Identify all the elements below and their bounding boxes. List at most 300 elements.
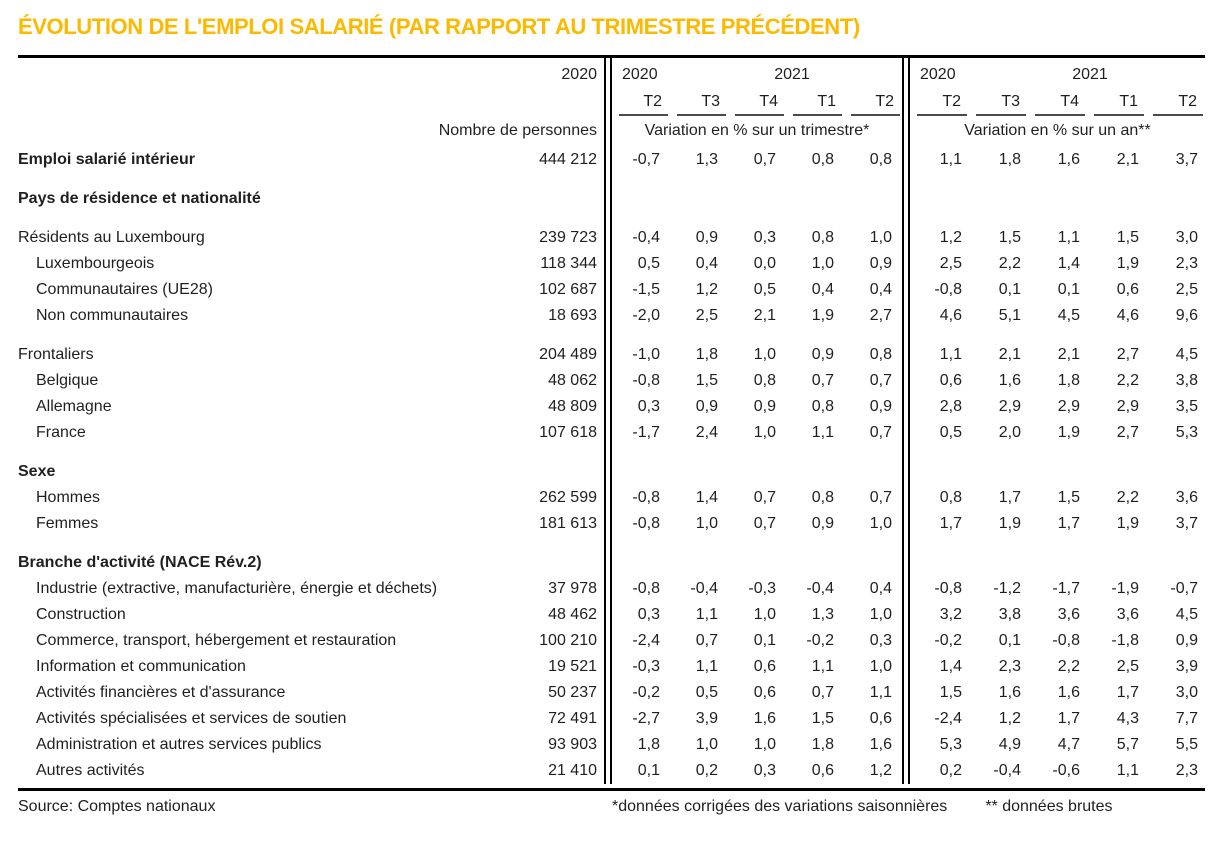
- yoy-value: 1,2: [939, 229, 962, 246]
- qoq-value: [612, 550, 670, 576]
- qoq-value: [786, 329, 844, 342]
- quarter-label: T2: [917, 91, 967, 116]
- table-row: [18, 758, 1205, 784]
- yoy-value: 1,4: [1057, 255, 1080, 272]
- yoy-value: [1146, 459, 1205, 485]
- row-label: Pays de résidence et nationalité: [18, 190, 261, 207]
- yoy-value: 0,2: [939, 762, 962, 779]
- yoy-value: -1,8: [1111, 632, 1139, 649]
- row-label: [18, 173, 468, 186]
- qoq-value: 0,9: [695, 398, 718, 415]
- table-row: [18, 654, 1205, 680]
- qoq-value: [670, 459, 728, 485]
- yoy-value: 2,9: [1057, 398, 1080, 415]
- qoq-value: -2,7: [632, 710, 660, 727]
- vertical-divider: [902, 446, 910, 459]
- vertical-divider: [604, 680, 612, 706]
- qoq-value: 0,3: [869, 632, 892, 649]
- qoq-value: [844, 537, 902, 550]
- qoq-quarter-header: [612, 89, 670, 116]
- yoy-value: 3,8: [998, 606, 1021, 623]
- yoy-value: 3,8: [1175, 372, 1198, 389]
- yoy-value: 1,7: [939, 515, 962, 532]
- quarter-label: T2: [851, 91, 900, 116]
- row-headcount: 50 237: [548, 684, 597, 701]
- row-label: Non communautaires: [36, 307, 189, 324]
- vertical-divider: [604, 446, 612, 459]
- qoq-value: 1,0: [753, 424, 776, 441]
- qoq-value: 0,9: [869, 398, 892, 415]
- seasonal-adjustment-note: *données corrigées des variations saisonnières: [612, 798, 948, 815]
- row-label: Administration et autres services publics: [36, 736, 322, 753]
- qoq-value: 0,6: [811, 762, 834, 779]
- row-headcount: [468, 446, 604, 459]
- qoq-value: 0,9: [753, 398, 776, 415]
- qoq-value: 1,8: [695, 346, 718, 363]
- qoq-value: 0,7: [753, 515, 776, 532]
- row-label: [18, 446, 468, 459]
- row-label: France: [36, 424, 86, 441]
- row-headcount: 48 809: [548, 398, 597, 415]
- qoq-value: 2,1: [753, 307, 776, 324]
- qoq-value: -1,0: [632, 346, 660, 363]
- yoy-value: 0,8: [939, 489, 962, 506]
- vertical-divider: [604, 459, 612, 485]
- qoq-value: 1,8: [811, 736, 834, 753]
- yoy-value: 2,1: [1057, 346, 1080, 363]
- table-row: [18, 706, 1205, 732]
- spacer-row: [18, 446, 1205, 459]
- table-row: [18, 602, 1205, 628]
- spacer-row: [18, 173, 1205, 186]
- row-headcount: 100 210: [539, 632, 597, 649]
- section-row: [18, 459, 1205, 485]
- yoy-value: [1028, 329, 1087, 342]
- row-headcount: 72 491: [548, 710, 597, 727]
- qoq-value: [786, 186, 844, 212]
- yoy-value: -2,4: [934, 710, 962, 727]
- yoy-value: 1,8: [998, 151, 1021, 168]
- yoy-value: 1,9: [1116, 515, 1139, 532]
- qoq-value: [728, 537, 786, 550]
- qoq-value: 1,0: [753, 346, 776, 363]
- yoy-value: 0,1: [998, 632, 1021, 649]
- yoy-value: [910, 212, 969, 225]
- yoy-value: 3,6: [1057, 606, 1080, 623]
- row-headcount: [468, 459, 604, 485]
- yoy-value: [1028, 537, 1087, 550]
- qoq-value: 0,8: [811, 151, 834, 168]
- yoy-value: 4,3: [1116, 710, 1139, 727]
- vertical-divider: [902, 342, 910, 368]
- qoq-value: [844, 329, 902, 342]
- row-label: Commerce, transport, hébergement et restauration: [36, 632, 397, 649]
- table-body: [18, 147, 1205, 784]
- table-footer: [18, 798, 1224, 816]
- qoq-value: 0,7: [753, 151, 776, 168]
- vertical-divider: [902, 706, 910, 732]
- vertical-divider: [902, 654, 910, 680]
- vertical-divider: [604, 58, 612, 89]
- yoy-year-2021: 2021: [1072, 66, 1108, 83]
- qoq-value: -0,4: [632, 229, 660, 246]
- vertical-divider: [604, 368, 612, 394]
- qoq-value: 0,7: [753, 489, 776, 506]
- yoy-value: 3,9: [1175, 658, 1198, 675]
- qoq-value: -2,0: [632, 307, 660, 324]
- row-headcount: 262 599: [539, 489, 597, 506]
- yoy-value: 2,1: [1116, 151, 1139, 168]
- row-label: Belgique: [36, 372, 99, 389]
- table-row: [18, 303, 1205, 329]
- qoq-quarter-header: [786, 89, 844, 116]
- yoy-caption: Variation en % sur un an**: [964, 122, 1151, 139]
- yoy-value: 4,7: [1057, 736, 1080, 753]
- qoq-value: 0,3: [637, 398, 660, 415]
- qoq-year-2021: 2021: [774, 66, 810, 83]
- qoq-value: 1,6: [753, 710, 776, 727]
- vertical-divider: [902, 537, 910, 550]
- qoq-years: [612, 58, 902, 89]
- yoy-value: [1028, 186, 1087, 212]
- yoy-value: 1,5: [998, 229, 1021, 246]
- yoy-value: 1,7: [998, 489, 1021, 506]
- row-headcount: [468, 212, 604, 225]
- qoq-value: 1,1: [695, 606, 718, 623]
- table-row: [18, 576, 1205, 602]
- qoq-value: 1,0: [869, 515, 892, 532]
- vertical-divider: [902, 147, 910, 173]
- yoy-value: [1146, 537, 1205, 550]
- row-label: Information et communication: [36, 658, 246, 675]
- qoq-value: 1,0: [695, 736, 718, 753]
- vertical-divider: [604, 173, 612, 186]
- qoq-value: 1,1: [811, 424, 834, 441]
- qoq-value: 0,4: [869, 580, 892, 597]
- yoy-value: -0,2: [934, 632, 962, 649]
- qoq-value: [786, 173, 844, 186]
- qoq-value: 0,1: [753, 632, 776, 649]
- qoq-value: [670, 173, 728, 186]
- row-label: Activités spécialisées et services de soutien: [36, 710, 347, 727]
- vertical-divider: [604, 394, 612, 420]
- yoy-value: 1,6: [1057, 684, 1080, 701]
- yoy-value: 1,6: [998, 684, 1021, 701]
- yoy-years: [910, 58, 1205, 89]
- yoy-value: 1,1: [1116, 762, 1139, 779]
- yoy-value: 2,2: [998, 255, 1021, 272]
- page-title: ÉVOLUTION DE L'EMPLOI SALARIÉ (PAR RAPPORT AU TRIMESTRE PRÉCÉDENT): [18, 14, 860, 39]
- yoy-value: 1,6: [1057, 151, 1080, 168]
- yoy-value: [1087, 446, 1146, 459]
- row-headcount: 102 687: [539, 281, 597, 298]
- vertical-divider: [604, 732, 612, 758]
- qoq-value: [728, 459, 786, 485]
- vertical-divider: [604, 116, 612, 147]
- row-label: [18, 212, 468, 225]
- qoq-value: 0,8: [811, 489, 834, 506]
- yoy-value: [1087, 459, 1146, 485]
- qoq-value: 0,2: [695, 762, 718, 779]
- row-label: Activités financières et d'assurance: [36, 684, 286, 701]
- vertical-divider: [902, 212, 910, 225]
- vertical-divider: [902, 368, 910, 394]
- yoy-value: 9,6: [1175, 307, 1198, 324]
- row-label: Allemagne: [36, 398, 112, 415]
- vertical-divider: [604, 485, 612, 511]
- qoq-value: 2,5: [695, 307, 718, 324]
- qoq-value: 0,7: [869, 372, 892, 389]
- qoq-value: 0,7: [869, 424, 892, 441]
- spacer-row: [18, 329, 1205, 342]
- qoq-value: 0,9: [695, 229, 718, 246]
- qoq-value: 1,0: [869, 658, 892, 675]
- yoy-value: 2,3: [1175, 255, 1198, 272]
- qoq-value: 0,0: [753, 255, 776, 272]
- vertical-divider: [604, 342, 612, 368]
- qoq-value: 1,5: [811, 710, 834, 727]
- yoy-value: [1087, 329, 1146, 342]
- yoy-value: 2,9: [1116, 398, 1139, 415]
- table-row: [18, 342, 1205, 368]
- yoy-value: 2,3: [998, 658, 1021, 675]
- vertical-divider: [902, 732, 910, 758]
- qoq-value: [844, 459, 902, 485]
- qoq-value: [728, 186, 786, 212]
- table-header-years: [18, 58, 1205, 89]
- yoy-value: 1,1: [939, 151, 962, 168]
- vertical-divider: [604, 654, 612, 680]
- vertical-divider: [902, 628, 910, 654]
- qoq-quarter-header: [728, 89, 786, 116]
- yoy-value: 5,3: [939, 736, 962, 753]
- table-row: [18, 680, 1205, 706]
- vertical-divider: [604, 628, 612, 654]
- row-headcount: [468, 173, 604, 186]
- qoq-value: -2,4: [632, 632, 660, 649]
- yoy-quarter-header: [910, 89, 969, 116]
- yoy-value: 0,9: [1175, 632, 1198, 649]
- yoy-value: 1,5: [939, 684, 962, 701]
- quarter-label: T1: [793, 91, 842, 116]
- yoy-value: -1,9: [1111, 580, 1139, 597]
- qoq-value: [670, 550, 728, 576]
- vertical-divider: [604, 251, 612, 277]
- vertical-divider: [902, 58, 910, 89]
- yoy-quarter-header: [969, 89, 1028, 116]
- col1-label: Nombre de personnes: [438, 122, 597, 139]
- yoy-value: 0,6: [1116, 281, 1139, 298]
- vertical-divider: [604, 511, 612, 537]
- vertical-divider: [902, 329, 910, 342]
- qoq-value: 1,2: [695, 281, 718, 298]
- yoy-value: 3,2: [939, 606, 962, 623]
- qoq-value: 0,4: [695, 255, 718, 272]
- yoy-value: 2,0: [998, 424, 1021, 441]
- vertical-divider: [604, 277, 612, 303]
- qoq-value: [728, 550, 786, 576]
- qoq-value: 0,4: [811, 281, 834, 298]
- vertical-divider: [902, 680, 910, 706]
- quarter-label: T4: [1035, 91, 1085, 116]
- yoy-value: 4,6: [939, 307, 962, 324]
- qoq-value: 0,6: [753, 684, 776, 701]
- table-row: [18, 251, 1205, 277]
- yoy-value: 2,7: [1116, 424, 1139, 441]
- source-note: Source: Comptes nationaux: [18, 798, 216, 815]
- yoy-value: [910, 459, 969, 485]
- yoy-value: 1,8: [1057, 372, 1080, 389]
- qoq-value: [728, 329, 786, 342]
- qoq-value: -0,7: [632, 151, 660, 168]
- row-headcount: 93 903: [548, 736, 597, 753]
- qoq-value: 1,3: [811, 606, 834, 623]
- yoy-value: [1146, 446, 1205, 459]
- qoq-value: [612, 212, 670, 225]
- yoy-value: 5,1: [998, 307, 1021, 324]
- row-label: [18, 329, 468, 342]
- qoq-value: 0,9: [869, 255, 892, 272]
- yoy-value: [1146, 173, 1205, 186]
- yoy-value: 4,9: [998, 736, 1021, 753]
- qoq-value: [786, 212, 844, 225]
- yoy-value: -0,8: [1052, 632, 1080, 649]
- vertical-divider: [902, 225, 910, 251]
- qoq-value: 3,9: [695, 710, 718, 727]
- yoy-value: 3,7: [1175, 151, 1198, 168]
- qoq-value: [612, 329, 670, 342]
- qoq-value: 2,7: [869, 307, 892, 324]
- qoq-value: -0,3: [748, 580, 776, 597]
- quarter-label: T2: [619, 91, 668, 116]
- row-label: Hommes: [36, 489, 101, 506]
- yoy-value: [1028, 173, 1087, 186]
- qoq-value: [670, 446, 728, 459]
- row-headcount: 118 344: [540, 255, 597, 272]
- qoq-value: 0,6: [869, 710, 892, 727]
- yoy-value: [1028, 550, 1087, 576]
- yoy-value: 1,5: [1057, 489, 1080, 506]
- yoy-value: [969, 186, 1028, 212]
- yoy-value: [969, 446, 1028, 459]
- qoq-value: 1,0: [753, 606, 776, 623]
- vertical-divider: [902, 89, 910, 116]
- vertical-divider: [604, 602, 612, 628]
- row-headcount: 204 489: [539, 346, 597, 363]
- vertical-divider: [604, 329, 612, 342]
- yoy-value: [910, 186, 969, 212]
- vertical-divider: [902, 303, 910, 329]
- qoq-value: -0,3: [632, 658, 660, 675]
- yoy-value: 1,5: [1116, 229, 1139, 246]
- yoy-value: 2,2: [1057, 658, 1080, 675]
- table-row: [18, 277, 1205, 303]
- qoq-value: 0,8: [811, 229, 834, 246]
- table-row: [18, 225, 1205, 251]
- qoq-value: [844, 550, 902, 576]
- qoq-value: -0,4: [806, 580, 834, 597]
- qoq-value: 0,1: [637, 762, 660, 779]
- yoy-value: 3,5: [1175, 398, 1198, 415]
- yoy-value: [1087, 186, 1146, 212]
- vertical-divider: [604, 537, 612, 550]
- table-header-quarters: [18, 89, 1205, 116]
- qoq-value: 0,8: [811, 398, 834, 415]
- yoy-value: 1,6: [998, 372, 1021, 389]
- vertical-divider: [604, 303, 612, 329]
- yoy-year-2020: 2020: [920, 66, 956, 83]
- quarter-label: T3: [976, 91, 1026, 116]
- qoq-value: 1,4: [695, 489, 718, 506]
- vertical-divider: [604, 212, 612, 225]
- yoy-value: 1,9: [1116, 255, 1139, 272]
- quarter-label: T1: [1094, 91, 1144, 116]
- yoy-value: [1028, 446, 1087, 459]
- row-headcount: 107 618: [539, 424, 597, 441]
- yoy-value: 0,1: [1057, 281, 1080, 298]
- yoy-value: -0,8: [934, 281, 962, 298]
- section-row: [18, 186, 1205, 212]
- qoq-value: [786, 446, 844, 459]
- yoy-value: 1,7: [1116, 684, 1139, 701]
- table-row: [18, 485, 1205, 511]
- vertical-divider: [604, 758, 612, 784]
- yoy-value: 2,5: [1116, 658, 1139, 675]
- qoq-value: 1,2: [869, 762, 892, 779]
- yoy-value: 0,5: [939, 424, 962, 441]
- qoq-value: 0,7: [869, 489, 892, 506]
- qoq-value: [612, 173, 670, 186]
- yoy-value: 1,2: [998, 710, 1021, 727]
- row-label: Branche d'activité (NACE Rév.2): [18, 554, 262, 571]
- yoy-value: [910, 329, 969, 342]
- yoy-value: -1,7: [1052, 580, 1080, 597]
- qoq-value: 1,1: [869, 684, 892, 701]
- row-label: Femmes: [36, 515, 99, 532]
- yoy-value: [910, 537, 969, 550]
- qoq-value: -0,8: [632, 372, 660, 389]
- yoy-value: 3,7: [1175, 515, 1198, 532]
- qoq-value: [844, 173, 902, 186]
- vertical-divider: [902, 576, 910, 602]
- row-headcount: [468, 550, 604, 576]
- qoq-value: [612, 186, 670, 212]
- table-row: [18, 628, 1205, 654]
- vertical-divider: [604, 706, 612, 732]
- raw-data-note: ** données brutes: [985, 798, 1113, 815]
- yoy-value: [1028, 212, 1087, 225]
- qoq-value: [786, 550, 844, 576]
- yoy-value: 1,9: [1057, 424, 1080, 441]
- qoq-value: -0,8: [632, 515, 660, 532]
- vertical-divider: [604, 89, 612, 116]
- yoy-value: 2,5: [1175, 281, 1198, 298]
- yoy-value: 2,3: [1175, 762, 1198, 779]
- qoq-value: 1,3: [695, 151, 718, 168]
- qoq-value: 1,1: [811, 658, 834, 675]
- yoy-value: 7,7: [1175, 710, 1198, 727]
- yoy-value: [1087, 550, 1146, 576]
- yoy-value: [1146, 186, 1205, 212]
- yoy-value: [969, 173, 1028, 186]
- qoq-year-2020: 2020: [622, 66, 658, 83]
- yoy-value: 2,2: [1116, 372, 1139, 389]
- yoy-value: [969, 459, 1028, 485]
- yoy-value: 1,9: [998, 515, 1021, 532]
- qoq-quarter-header: [670, 89, 728, 116]
- qoq-value: 0,9: [811, 515, 834, 532]
- row-headcount: 18 693: [548, 307, 597, 324]
